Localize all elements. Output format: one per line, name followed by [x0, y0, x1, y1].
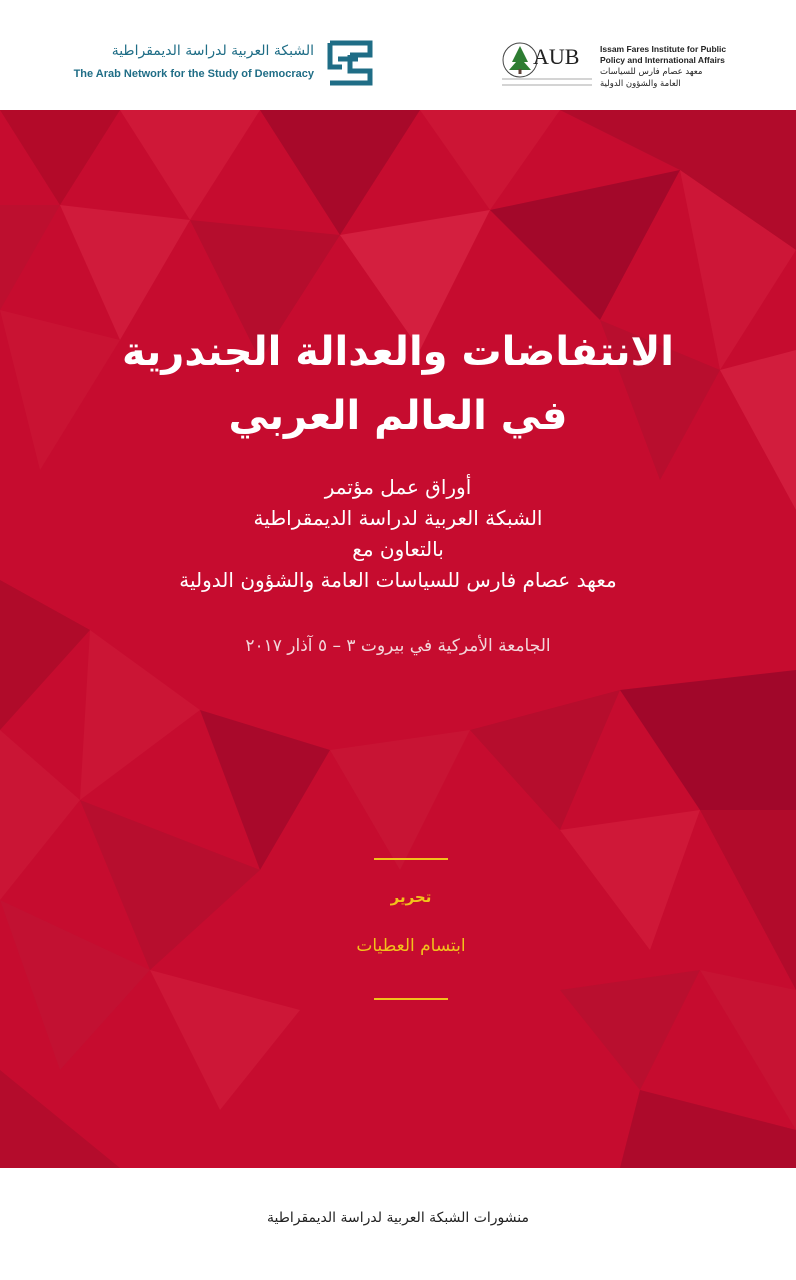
editor-label: تحرير	[390, 888, 432, 906]
arab-network-name-en: The Arab Network for the Study of Democracy	[73, 68, 314, 80]
aub-cedar-seal-icon	[500, 32, 594, 94]
header	[0, 0, 796, 110]
subtitle-line: الشبكة العربية لدراسة الديمقراطية	[253, 506, 543, 530]
arab-network-logo-icon	[327, 40, 373, 86]
svg-text:AUB: AUB	[533, 44, 580, 69]
divider-bottom	[374, 998, 448, 1000]
institute-name-ar-line2: العامة والشؤون الدولية	[600, 79, 681, 89]
publisher-line: منشورات الشبكة العربية لدراسة الديمقراطية	[266, 1210, 529, 1226]
arab-network-name-ar: الشبكة العربية لدراسة الديمقراطية	[111, 43, 314, 59]
footer	[0, 1168, 796, 1280]
conference-subtitle	[40, 472, 756, 596]
book-title-line1: الانتفاضات والعدالة الجندرية	[122, 329, 674, 375]
subtitle-line: معهد عصام فارس للسياسات العامة والشؤون الدولية	[179, 568, 617, 592]
book-title-line2: في العالم العربي	[228, 393, 568, 439]
arab-network-name	[72, 42, 314, 82]
cover-panel	[0, 110, 796, 1168]
institute-name-ar-line1: معهد عصام فارس للسياسات	[600, 67, 703, 77]
divider-top	[374, 858, 448, 860]
book-title	[40, 320, 756, 448]
arab-network-logo	[72, 36, 384, 92]
institute-name-en-line2: Policy and International Affairs	[600, 55, 725, 65]
aub-logo	[500, 32, 740, 96]
institute-name-en-line1: Issam Fares Institute for Public	[600, 44, 727, 54]
institute-name	[600, 44, 740, 90]
subtitle-line: بالتعاون مع	[352, 537, 444, 561]
subtitle-line: أوراق عمل مؤتمر	[324, 475, 472, 499]
editor-name: ابتسام العطيات	[356, 936, 466, 956]
conference-dateline: الجامعة الأمركية في بيروت ٣ – ٥ آذار ٢٠١٧	[245, 636, 551, 656]
